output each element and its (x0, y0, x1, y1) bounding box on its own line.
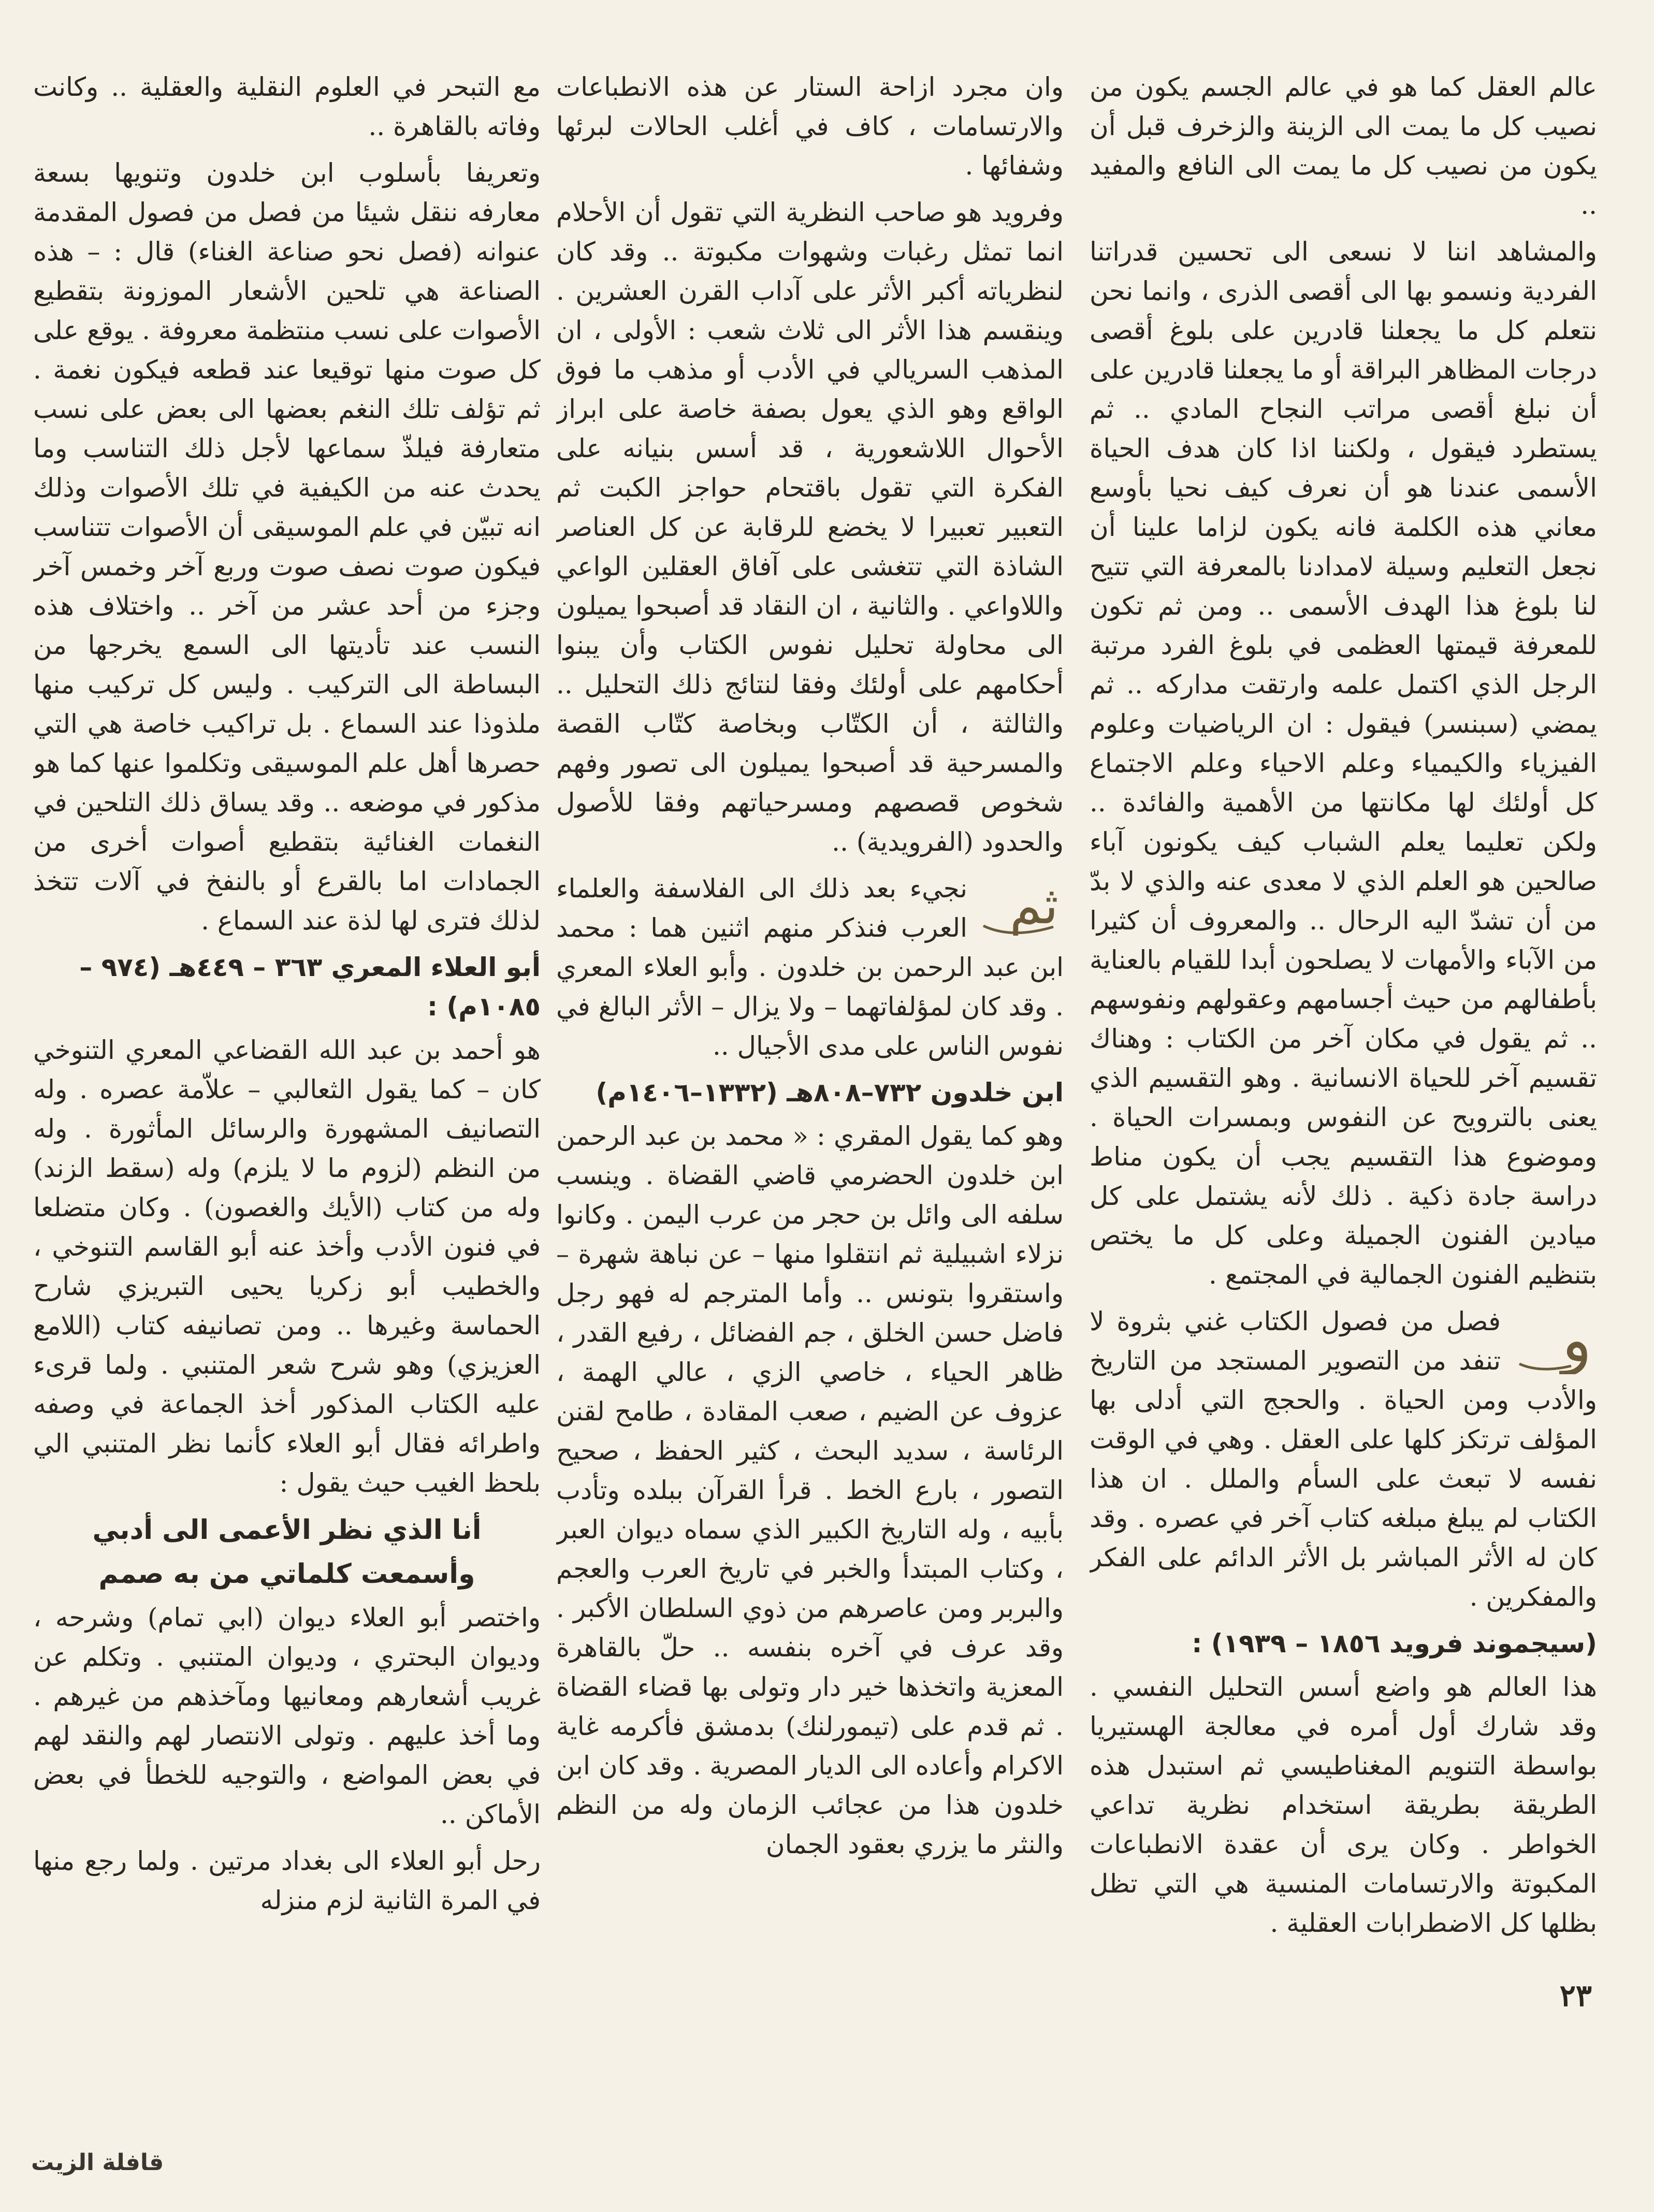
paragraph: وتعريفا بأسلوب ابن خلدون وتنويها بسعة معارفه ننقل شيئا من فصل من فصول المقدمة عنوانه (فصل نحو صناعة الغناء) قال : – هذه الصناعة هي تلحين الأشعار الموزونة بتقطيع الأصوات على نسب منتظمة معروفة . يوقع على كل صوت منها توقيعا عند قطعه فيكون نغمة . ثم تؤلف تلك النغم بعضها الى بعض على نسب متعارفة فيلذّ سماعها لأجل ذلك التناسب وما يحدث عنه من الكيفية في تلك الأصوات وذلك انه تبيّن في علم الموسيقى أن الأصوات تتناسب فيكون صوت نصف صوت وربع آخر وخمس آخر وجزء من أحد عشر من آخر .. واختلاف هذه النسب عند تأديتها الى السمع يخرجها من البساطة الى التركيب . وليس كل تركيب منها ملذوذا عند السماع . بل تراكيب خاصة هي التي حصرها أهل علم الموسيقى وتكلموا عنها كما هو مذكور في موضعه .. وقد يساق ذلك التلحين في النغمات الغنائية بتقطيع أصوات أخرى من الجمادات اما بالقرع أو بالنفخ في آلات تتخذ لذلك فترى لها لذة عند السماع . (33, 158, 541, 936)
paragraph (556, 869, 1064, 1066)
text-column-middle (556, 67, 1064, 2118)
paragraph: وهو كما يقول المقري : « محمد بن عبد الرحمن ابن خلدون الحضرمي قاضي القضاة . وينسب سلفه الى وائل بن حجر من عرب اليمن . وكانوا نزلاء اشبيلية ثم انتقلوا منها – عن نباهة شهرة – واستقروا بتونس .. وأما المترجم له فهو رجل فاضل حسن الخلق ، جم الفضائل ، رفيع القدر ، ظاهر الحياء ، خاصي الزي ، عالي الهمة ، عزوف عن الضيم ، صعب المقادة ، طامح لقنن الرئاسة ، سديد البحث ، كثير الحفظ ، صحيح التصور ، بارع الخط . قرأ القرآن ببلده وتأدب بأبيه ، وله التاريخ الكبير الذي سماه ديوان العبر ، وكتاب المبتدأ والخبر في تاريخ العرب والعجم والبربر ومن عاصرهم من ذوي السلطان الأكبر . وقد عرف في آخره بنفسه .. حلّ بالقاهرة المعزية واتخذها خير دار وتولى بها قضاء القضاة . ثم قدم على (تيمورلنك) بدمشق فأكرمه غاية الاكرام وأعاده الى الديار المصرية . وقد كان ابن خلدون هذا من عجائب الزمان وله من النظم والنثر ما يزري بعقود الجمان (556, 1121, 1064, 1859)
paragraph: وفرويد هو صاحب النظرية التي تقول أن الأحلام انما تمثل رغبات وشهوات مكبوتة .. وقد كان لنظرياته أكبر الأثر على آداب القرن العشرين . وينقسم هذا الأثر الى ثلاث شعب : الأولى ، ان المذهب السريالي في الأدب أو مذهب ما فوق الواقع وهو الذي يعول بصفة خاصة على ابراز الأحوال اللاشعورية ، قد أسس بنيانه على الفكرة التي تقول باقتحام حواجز الكبت ثم التعبير تعبيرا لا يخضع للرقابة عن كل العناصر الشاذة التي تتغشى على آفاق العقلين الواعي واللاواعي . والثانية ، ان النقاد قد أصبحوا يميلون الى محاولة تحليل نفوس الكتاب وأن يبنوا أحكامهم على أولئك وفقا لنتائج ذلك التحليل .. والثالثة ، أن الكتّاب وبخاصة كتّاب القصة والمسرحية قد أصبحوا يميلون الى تصور وفهم شخوص قصصهم ومسرحياتهم وفقا للأصول والحدود (الفرويدية) .. (556, 197, 1064, 857)
text-column-right (1090, 67, 1597, 2118)
section-heading-freud: (سيجموند فرويد ١٨٥٦ – ١٩٣٩) : (1192, 1628, 1597, 1658)
paragraph: مع التبحر في العلوم النقلية والعقلية .. وكانت وفاته بالقاهرة .. (33, 72, 541, 141)
paragraph: والمشاهد اننا لا نسعى الى تحسين قدراتنا الفردية ونسمو بها الى أقصى الذرى ، وانما نحن نتعلم كل ما يجعلنا قادرين على بلوغ أقصى درجات المظاهر البراقة أو ما يجعلنا قادرين على أن نبلغ أقصى مراتب النجاح المادي .. ثم يستطرد فيقول ، ولكننا اذا كان هدف الحياة الأسمى عندنا هو أن نعرف كيف نحيا بأوسع معاني هذه الكلمة فانه يكون لزاما علينا أن نجعل التعليم وسيلة لامدادنا بالمعرفة التي تتيح لنا بلوغ هذا الهدف الأسمى .. ومن ثم تكون للمعرفة قيمتها العظمى في بلوغ الفرد مرتبة الرجل الذي اكتمل علمه وارتقت مداركه .. ثم يمضي (سبنسر) فيقول : ان الرياضيات وعلوم الفيزياء والكيمياء وعلم الاحياء وعلم الاجتماع كل أولئك لها مكانتها من الأهمية والفائدة .. ولكن تعليما يعلم الشباب كيف يكونون آباء صالحين هو العلم الذي لا معدى عنه والذي لا بدّ من أن تشدّ اليه الرحال .. والمعروف أن كثيرا من الآباء والأمهات لا يصلحون أبدا للقيام بالعناية بأطفالهم من حيث أجسامهم وعقولهم ونفوسهم .. ثم يقول في مكان آخر من الكتاب : وهناك تقسيم آخر للحياة الانسانية . وهو التقسيم الذي يعنى بالترويح عن النفوس وبمسرات الحياة . وموضوع هذا التقسيم يجب أن يكون مناط دراسة جادة ذكية . ذلك لأنه يشتمل على كل ميادين الفنون الجميلة وعلى كل ما يختص بتنظيم الفنون الجمالية في المجتمع . (1090, 237, 1597, 1290)
magazine-footer-title: قافلة الزيت (31, 2149, 164, 2176)
dropcap-glyph: ثم (1009, 875, 1058, 936)
paragraph-text: نجيء بعد ذلك الى الفلاسفة والعلماء العرب فنذكر منهم اثنين هما : محمد ابن عبد الرحمن بن خلدون . وأبو العلاء المعري . وقد كان لمؤلفاتهما – ولا يزال – الأثر البالغ في نفوس الناس على مدى الأجيال .. (556, 874, 1064, 1061)
section-heading-abu-alala: أبو العلاء المعري ٣٦٣ – ٤٤٩هـ (٩٧٤ – ١٠٨٥م) : (79, 952, 541, 1022)
paragraph (1090, 1302, 1597, 1617)
paragraph: هو أحمد بن عبد الله القضاعي المعري التنوخي كان – كما يقول الثعالبي – علاّمة عصره . وله التصانيف المشهورة والرسائل المأثورة . وله من النظم (لزوم ما لا يلزم) وله (سقط الزند) وله من كتاب (الأيك والغصون) . وكان متضلعا في فنون الأدب وأخذ عنه أبو القاسم التنوخي ، والخطيب أبو زكريا يحيى التبريزي شارح الحماسة وغيرها .. ومن تصانيفه كتاب (اللامع العزيزي) وهو شرح شعر المتنبي . ولما قرىء عليه الكتاب المذكور أخذ الجماعة في وصفه واطرائه فقال أبو العلاء كأنما نظر المتنبي الي بلحظ الغيب حيث يقول : (33, 1035, 541, 1498)
calligraphy-waw-ornament (1509, 1302, 1597, 1374)
page-number: ٢٣ (1559, 1978, 1592, 2013)
ornamental-dropcap (1509, 1302, 1597, 1374)
paragraph: واختصر أبو العلاء ديوان (ابي تمام) وشرحه ، وديوان البحتري ، وديوان المتنبي . وتكلم عن غريب أشعارهم ومعانيها ومآخذهم من غيرهم . وما أخذ عليهم . وتولى الانتصار لهم والنقد لهم في بعض المواضع ، والتوجيه للخطأ في بعض الأماكن .. (33, 1603, 541, 1830)
poem-verse-line: أنا الذي نظر الأعمى الى أدبي (92, 1515, 482, 1546)
poem-verse-line: وأسمعت كلماتي من به صمم (98, 1559, 475, 1590)
paragraph: رحل أبو العلاء الى بغداد مرتين . ولما رجع منها في المرة الثانية لزم منزله (33, 1846, 541, 1916)
paragraph-text: فصل من فصول الكتاب غني بثروة لا تنفد من التصوير المستجد من التاريخ والأدب ومن الحياة . والحجج التي أدلى بها المؤلف ترتكز كلها على العقل . وهي في الوقت نفسه لا تبعث على السأم والملل . ان هذا الكتاب لم يبلغ مبلغه كتاب آخر في عصره . وقد كان له الأثر المباشر بل الأثر الدائم على الفكر والمفكرين . (1090, 1306, 1597, 1612)
text-column-left (33, 67, 541, 2118)
paragraph: عالم العقل كما هو في عالم الجسم يكون من نصيب كل ما يمت الى الزينة والزخرف قبل أن يكون من نصيب كل ما يمت الى النافع والمفيد .. (1090, 72, 1597, 220)
paragraph: هذا العالم هو واضع أسس التحليل النفسي . وقد شارك أول أمره في معالجة الهستيريا بواسطة التنويم المغناطيسي ثم استبدل هذه الطريقة بطريقة استخدام نظرية تداعي الخواطر . وكان يرى أن عقدة الانطباعات المكبوتة والارتسامات المنسية هي التي تظل بظلها كل الاضطرابات العقلية . (1090, 1672, 1597, 1938)
ornamental-dropcap (976, 869, 1064, 941)
section-heading-ibn-khaldun: ابن خلدون ٧٣٢–٨٠٨هـ (١٣٣٢–١٤٠٦م) (596, 1078, 1064, 1108)
paragraph: وان مجرد ازاحة الستار عن هذه الانطباعات والارتسامات ، كاف في أغلب الحالات لبرئها وشفائها . (556, 72, 1064, 181)
calligraphy-thumma-ornament (976, 869, 1064, 941)
dropcap-glyph: و (1562, 1304, 1592, 1374)
